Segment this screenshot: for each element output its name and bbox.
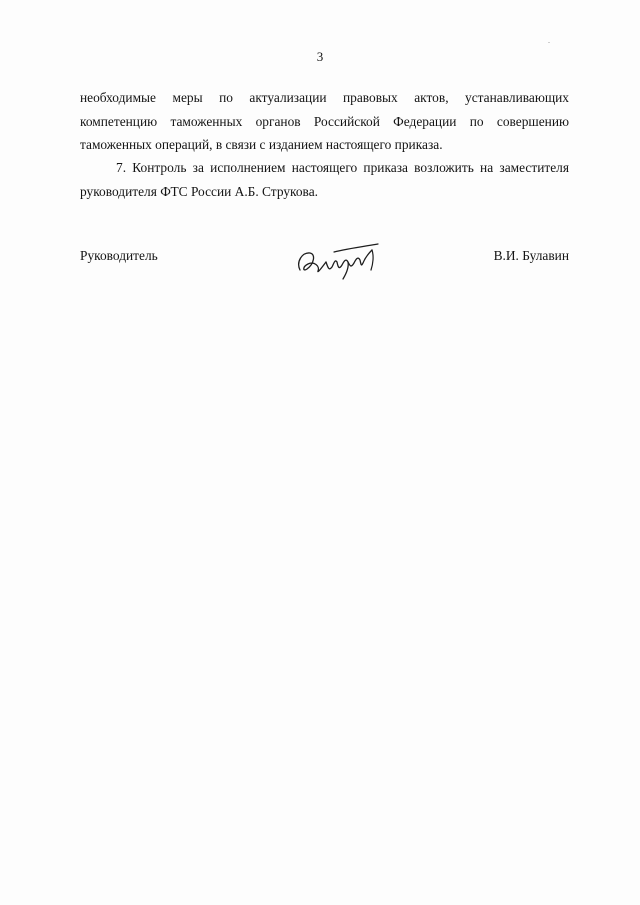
- signature-block: [80, 240, 569, 280]
- paragraph-6-continuation: [80, 86, 569, 157]
- text-line: необходимые меры по актуализации правовых актов, устанавливающих: [80, 90, 569, 105]
- paragraph-7: [80, 156, 569, 203]
- signer-name: В.И. Булавин: [493, 248, 569, 263]
- signer-position: Руководитель: [80, 248, 158, 263]
- scan-speck: [548, 42, 550, 43]
- handwritten-signature: [288, 240, 388, 282]
- text-line: компетенцию таможенных органов Российской Федерации по совершению: [80, 113, 569, 129]
- text-line: таможенных операций, в связи с изданием настоящего приказа.: [80, 137, 443, 152]
- page-number: 3: [316, 49, 324, 64]
- text-line: 7. Контроль за исполнением настоящего приказа возложить на заместителя: [116, 160, 569, 175]
- text-line: руководителя ФТС России А.Б. Струкова.: [80, 183, 318, 199]
